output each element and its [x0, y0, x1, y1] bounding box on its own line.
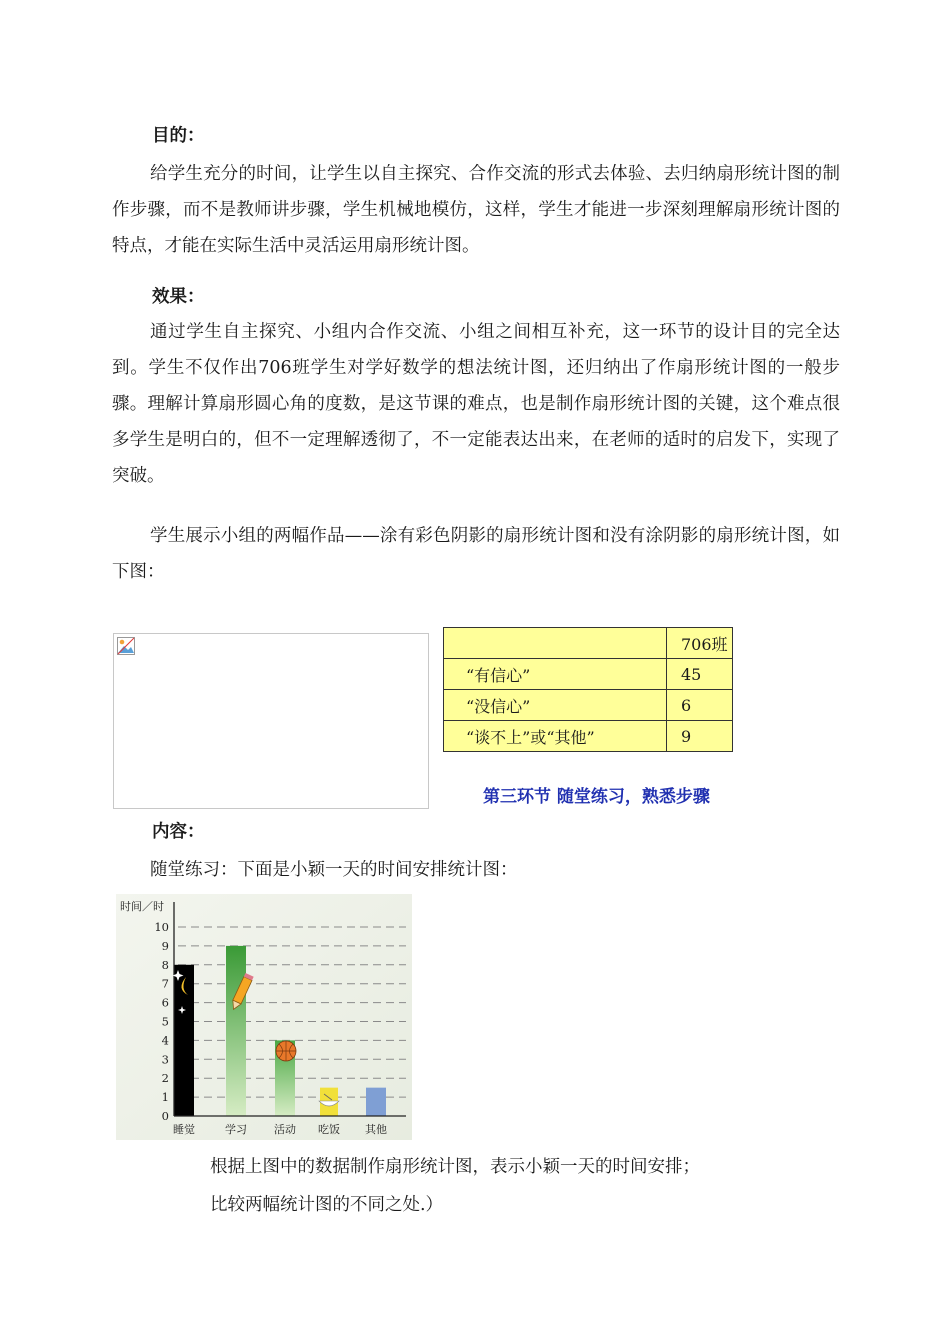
table-cell: “有信心” [444, 659, 667, 690]
table-cell: “没信心” [444, 690, 667, 721]
x-category-label: 其他 [365, 1123, 387, 1136]
y-tick-label: 2 [161, 1071, 169, 1086]
x-category-label: 活动 [274, 1123, 296, 1136]
task-line-2: 比较两幅统计图的不同之处.） [210, 1195, 444, 1215]
y-tick-label: 7 [161, 976, 169, 991]
section-title: 第三环节 随堂练习，熟悉步骤 [483, 787, 710, 807]
table-cell: 45 [667, 659, 733, 690]
table-cell: 706班 [667, 628, 733, 659]
task-line-1: 根据上图中的数据制作扇形统计图，表示小颖一天的时间安排； [210, 1157, 700, 1177]
bar-1 [226, 946, 246, 1116]
class-survey-table [443, 627, 733, 752]
y-tick-label: 8 [161, 957, 169, 972]
table-cell: “谈不上”或“其他” [444, 721, 667, 752]
purpose-paragraph: 给学生充分的时间，让学生以自主探究、合作交流的形式去体验、去归纳扇形统计图的制作步骤，而不是教师讲步骤，学生机械地模仿，这样，学生才能进一步深刻理解扇形统计图的特点，才能在实际生活中灵活运用扇形统计图。 [112, 164, 840, 256]
y-tick-label: 5 [161, 1014, 169, 1029]
heading-content: 内容： [152, 822, 205, 842]
x-category-label: 吃饭 [318, 1123, 340, 1136]
exercise-paragraph: 随堂练习：下面是小颖一天的时间安排统计图： [150, 860, 518, 880]
y-tick-label: 4 [161, 1033, 169, 1048]
basketball-icon [276, 1041, 296, 1061]
broken-image-icon [117, 637, 135, 655]
y-tick-label: 10 [154, 920, 169, 934]
y-tick-label: 6 [161, 995, 169, 1010]
table-cell: 9 [667, 721, 733, 752]
broken-image-placeholder [113, 633, 429, 809]
effect-paragraph: 通过学生自主探究、小组内合作交流、小组之间相互补充，这一环节的设计目的完全达到。学生不仅作出706班学生对学好数学的想法统计图，还归纳出了作扇形统计图的一般步骤。理解计算扇形圆心角的度数，是这节课的难点，也是制作扇形统计图的关键，这个难点很多学生是明白的，但不一定理解透彻了，不一定能表达出来，在老师的适时的启发下，实现了突破。 [112, 322, 840, 486]
heading-purpose: 目的： [152, 126, 205, 146]
x-category-label: 学习 [225, 1123, 247, 1136]
y-axis-label: 时间／时 [120, 900, 164, 913]
y-tick-label: 3 [161, 1052, 169, 1067]
table-cell: 6 [667, 690, 733, 721]
bar-0 [174, 965, 194, 1116]
table-cell [444, 628, 667, 659]
show-paragraph: 学生展示小组的两幅作品——涂有彩色阴影的扇形统计图和没有涂阴影的扇形统计图，如下图： [112, 526, 840, 582]
table-row [444, 659, 733, 690]
table-row [444, 628, 733, 659]
table-row [444, 690, 733, 721]
table-row [444, 721, 733, 752]
y-tick-label: 0 [161, 1109, 169, 1123]
heading-effect: 效果： [152, 287, 205, 307]
y-tick-label: 9 [161, 938, 169, 953]
x-category-label: 睡觉 [173, 1123, 195, 1136]
y-tick-label: 1 [161, 1090, 169, 1105]
time-bar-chart [116, 894, 412, 1140]
bar-4 [366, 1088, 386, 1116]
